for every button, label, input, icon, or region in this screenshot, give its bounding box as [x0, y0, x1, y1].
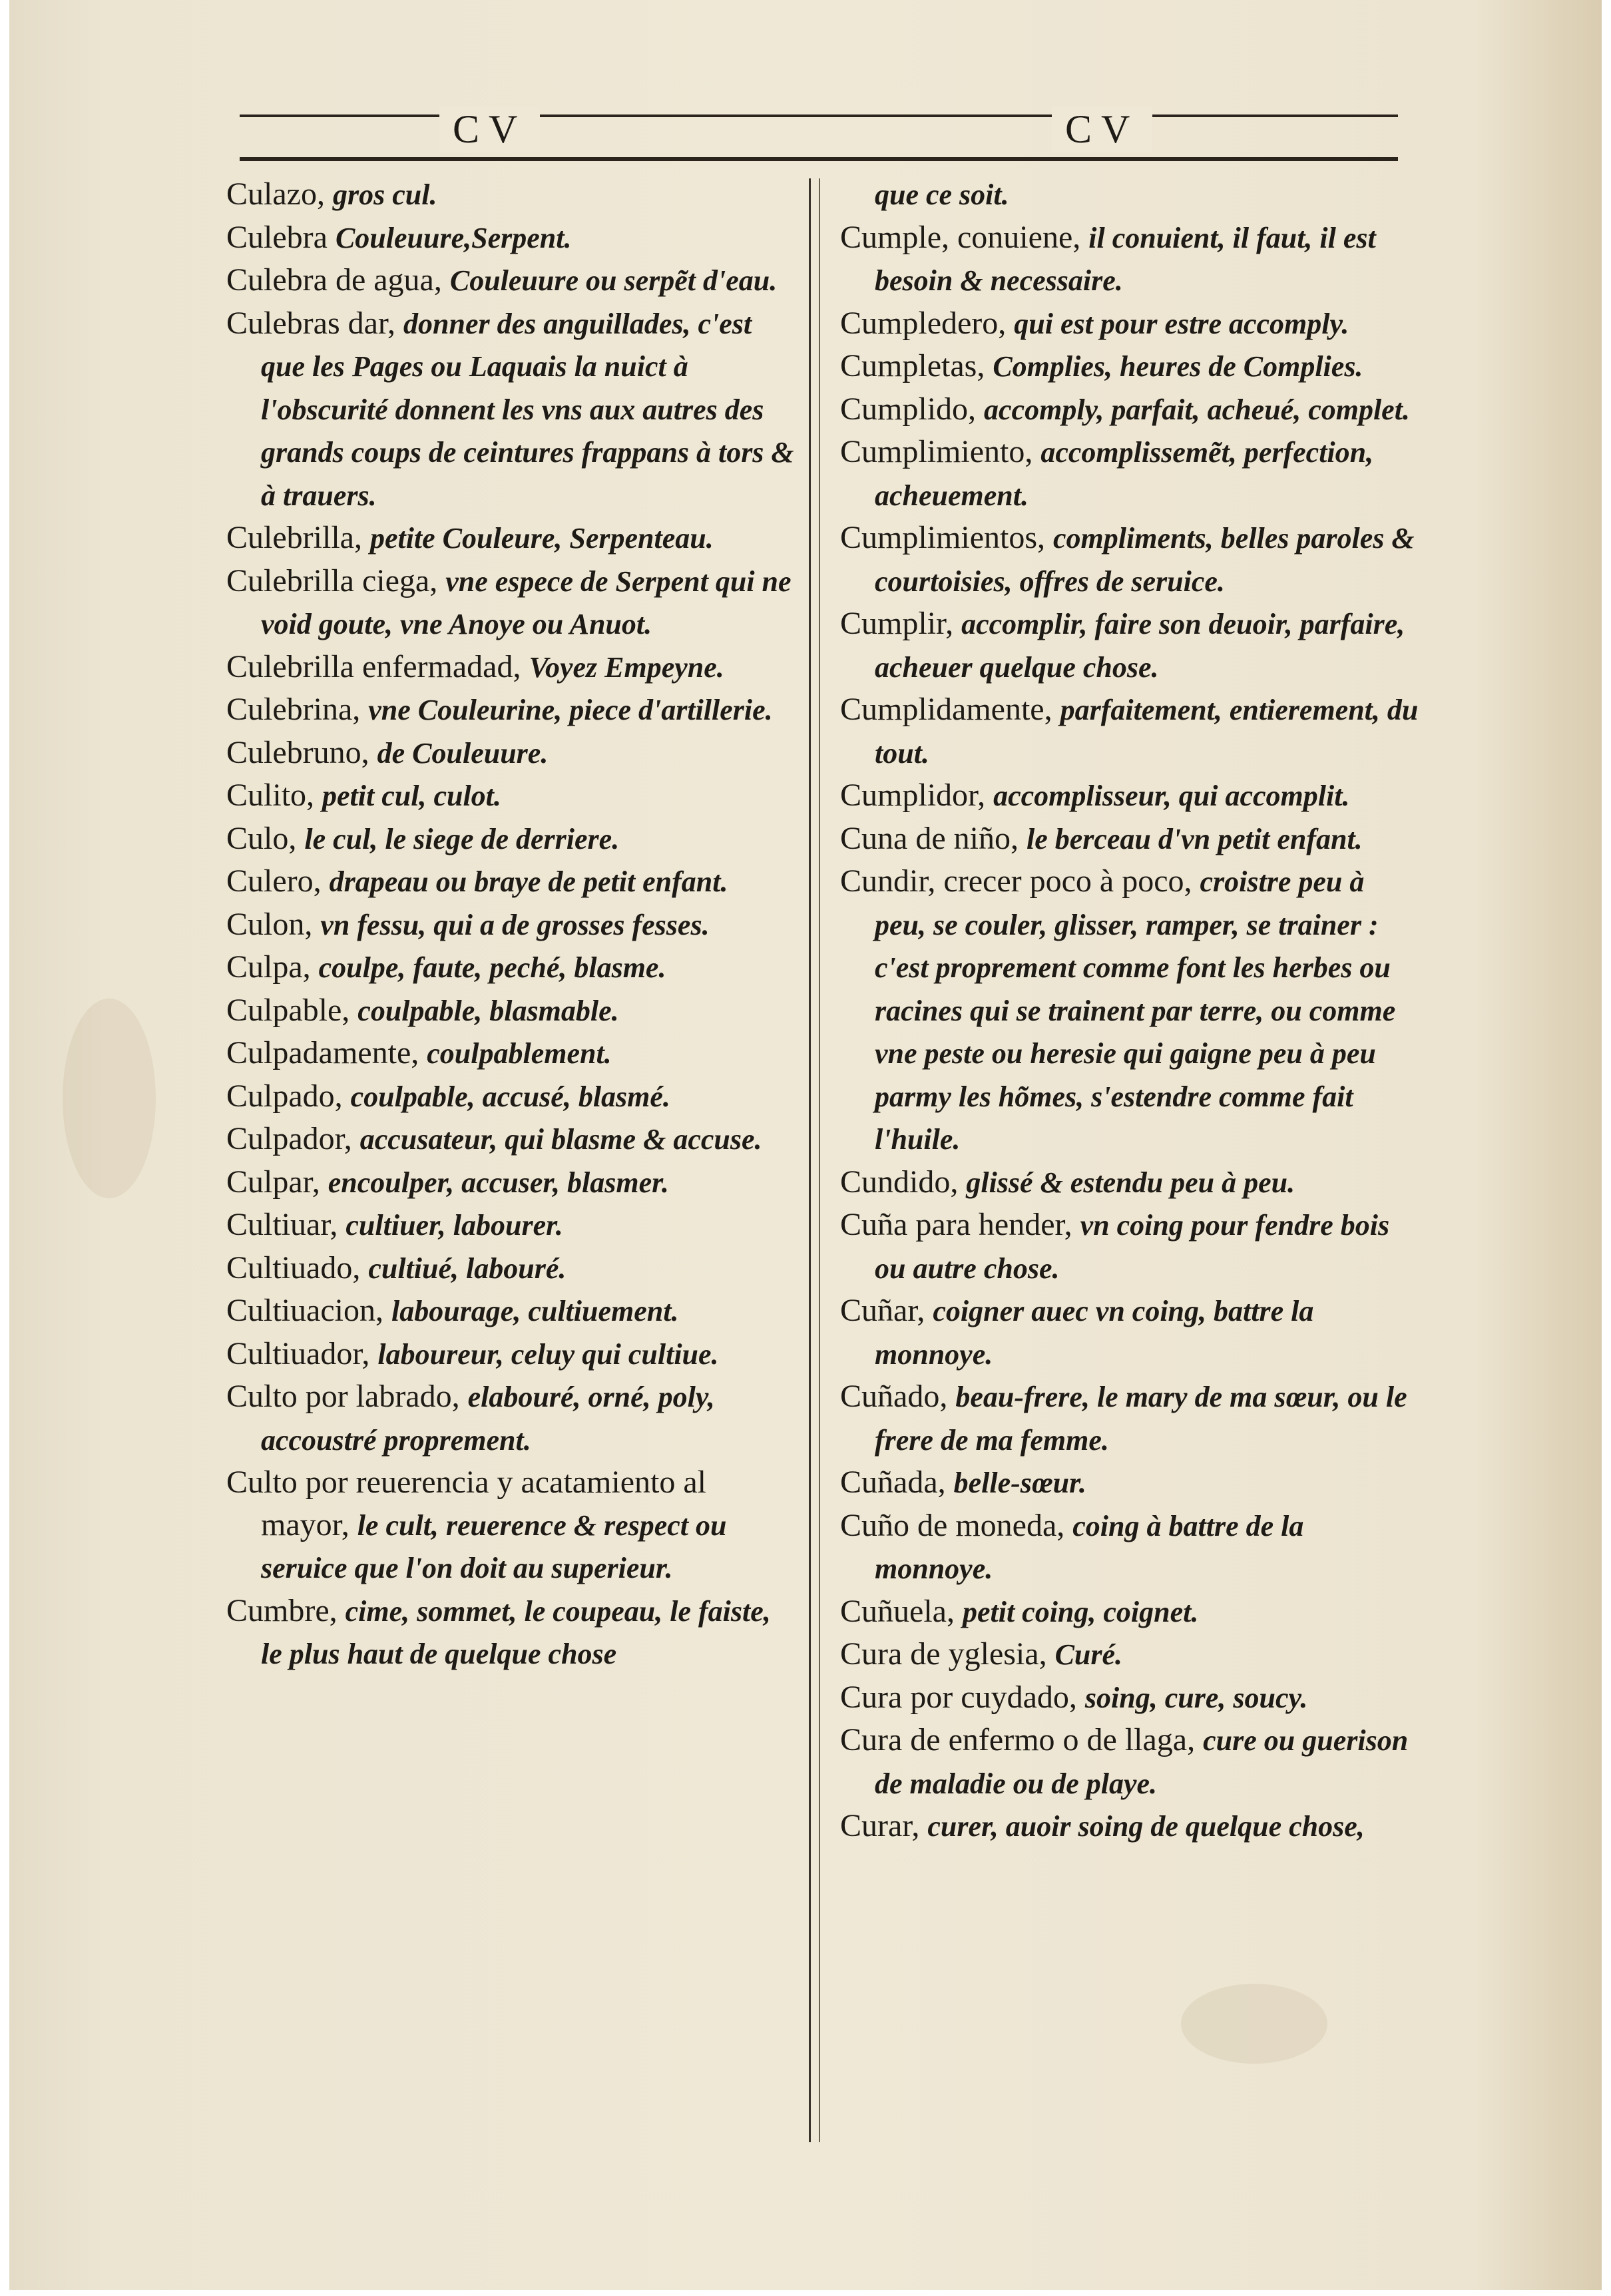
column-divider-inner — [819, 178, 820, 2142]
dictionary-entry — [226, 860, 799, 903]
entry-translation: de Couleuure. — [377, 736, 549, 770]
entry-translation: compliments, belles paroles & courtoisies, offres de seruice. — [875, 522, 1415, 598]
entry-headword: Culebrilla, — [226, 520, 370, 555]
entry-headword: Culebras dar, — [226, 305, 403, 341]
entry-translation: cime, sommet, le coupeau, le faiste, le plus haut de quelque chose — [261, 1594, 771, 1670]
entry-translation: vne espece de Serpent qui ne void goute, vne Anoye ou Anuot. — [261, 565, 792, 640]
entry-headword: Culebrilla ciega, — [226, 563, 446, 598]
entry-headword: Cultiuado, — [226, 1250, 369, 1285]
entry-translation: vne Couleurine, piece d'artillerie. — [368, 694, 773, 726]
entry-headword: Culo, — [226, 820, 305, 856]
entry-headword: Culazo, — [226, 176, 333, 212]
entry-headword: Cuño de moneda, — [840, 1507, 1073, 1543]
dictionary-entry — [226, 817, 799, 861]
entry-translation: coulpable, blasmable. — [357, 994, 619, 1027]
entry-headword: Culebrina, — [226, 692, 369, 727]
entry-headword: Cumpledero, — [840, 305, 1015, 341]
dictionary-entry — [840, 1375, 1419, 1461]
entry-headword: Curar, — [840, 1808, 928, 1843]
dictionary-entry — [840, 1461, 1419, 1504]
column-divider — [809, 178, 811, 2142]
entry-headword: Culebra — [226, 219, 336, 255]
dictionary-entry — [840, 173, 1419, 216]
dictionary-entry — [840, 774, 1419, 817]
entry-headword: Culpado, — [226, 1078, 351, 1114]
entry-headword: Cumplidor, — [840, 778, 994, 813]
entry-headword: Cuñar, — [840, 1293, 933, 1328]
dictionary-entry — [840, 1161, 1419, 1204]
entry-translation: coigner auec vn coing, battre la monnoye. — [875, 1295, 1314, 1371]
entry-headword: Cultiuacion, — [226, 1293, 391, 1328]
entry-translation: parfaitement, entierement, du tout. — [875, 694, 1419, 770]
entry-headword: Cumbre, — [226, 1592, 345, 1628]
dictionary-entry — [840, 1719, 1419, 1805]
entry-translation: croistre peu à peu, se couler, glisser, ramper, se trainer : c'est proprement comme font les herbes ou racines qui se trainent par terre, ou comme vne peste ou heresie qui gaigne peu à peu parmy les hõmes, s'estendre comme fait l'huile. — [875, 865, 1396, 1156]
dictionary-entry — [226, 1333, 799, 1376]
dictionary-entry — [226, 1375, 799, 1461]
entry-translation: Couleuure ou serpẽt d'eau. — [449, 264, 778, 297]
left-column — [226, 173, 799, 1676]
entry-headword: Culto por reuerencia y acatamiento al mayor, — [226, 1465, 707, 1542]
entry-headword: Cumplimiento, — [840, 434, 1041, 469]
entry-headword: Culebruno, — [226, 734, 377, 770]
dictionary-entry — [226, 732, 799, 775]
dictionary-entry — [226, 946, 799, 989]
entry-translation: vn coing pour fendre bois ou autre chose. — [875, 1209, 1390, 1285]
entry-headword: Culito, — [226, 778, 323, 813]
entry-translation: curer, auoir soing de quelque chose, — [927, 1810, 1365, 1843]
entry-headword: Cultiuar, — [226, 1207, 346, 1242]
header-rule-top — [240, 115, 1398, 117]
entry-translation: accomplissemẽt, perfection, acheuement. — [875, 436, 1374, 512]
running-head-right: CV — [1052, 107, 1152, 152]
entry-headword: Culebra de agua, — [226, 262, 450, 298]
paper-stain — [1181, 1984, 1327, 2064]
dictionary-entry — [226, 646, 799, 689]
running-head-left: CV — [439, 107, 540, 152]
entry-translation: coulpablement. — [427, 1037, 612, 1070]
entry-headword: Cuna de niño, — [840, 820, 1027, 856]
entry-headword: Culon, — [226, 906, 321, 942]
entry-translation: accomplir, faire son deuoir, parfaire, acheuer quelque chose. — [875, 608, 1405, 684]
entry-translation: vn fessu, qui a de grosses fesses. — [320, 908, 710, 941]
entry-translation: petit cul, culot. — [322, 780, 501, 812]
entry-translation: que ce soit. — [875, 178, 1009, 211]
dictionary-entry — [840, 1289, 1419, 1375]
dictionary-entry — [840, 860, 1419, 1161]
entry-translation: belle-sœur. — [953, 1467, 1086, 1499]
entry-headword: Cumplido, — [840, 391, 985, 427]
entry-headword: Cumple, conuiene, — [840, 219, 1089, 255]
header-rule-bottom — [240, 157, 1398, 161]
dictionary-entry — [226, 173, 799, 216]
dictionary-entry — [226, 1289, 799, 1333]
entry-translation: accomply, parfait, acheué, complet. — [984, 393, 1410, 426]
entry-translation: glissé & estendu peu à peu. — [966, 1166, 1295, 1199]
entry-headword: Cura de yglesia, — [840, 1636, 1055, 1672]
entry-translation: accusateur, qui blasme & accuse. — [359, 1123, 762, 1156]
entry-translation: labourage, cultiuement. — [391, 1295, 679, 1327]
dictionary-entry — [840, 431, 1419, 517]
entry-headword: Culero, — [226, 863, 330, 899]
dictionary-entry — [226, 216, 799, 260]
dictionary-entry — [840, 388, 1419, 431]
entry-translation: drapeau ou braye de petit enfant. — [329, 865, 728, 898]
entry-translation: il conuient, il faut, il est besoin & necessaire. — [875, 221, 1376, 297]
dictionary-entry — [226, 1204, 799, 1247]
entry-headword: Cumplimientos, — [840, 520, 1054, 555]
dictionary-entry — [840, 1676, 1419, 1720]
entry-translation: petite Couleure, Serpenteau. — [369, 522, 714, 555]
dictionary-entry — [226, 259, 799, 302]
dictionary-entry — [840, 688, 1419, 774]
entry-headword: Culto por labrado, — [226, 1379, 468, 1414]
right-column — [840, 173, 1419, 1848]
entry-headword: Cuñada, — [840, 1465, 954, 1500]
entry-translation: laboureur, celuy qui cultiue. — [377, 1337, 719, 1371]
entry-translation: cultiuer, labourer. — [345, 1209, 563, 1242]
dictionary-entry — [840, 1590, 1419, 1634]
dictionary-entry — [226, 560, 799, 646]
entry-translation: donner des anguillades, c'est que les Pages ou Laquais la nuict à l'obscurité donnent les vns aux autres des grands coups de ceintures frappans à tors & à trauers. — [261, 307, 794, 512]
entry-translation: beau-frere, le mary de ma sœur, ou le frere de ma femme. — [875, 1381, 1407, 1457]
dictionary-entry — [226, 989, 799, 1033]
dictionary-entry — [840, 1805, 1419, 1848]
dictionary-entry — [226, 1590, 799, 1676]
entry-headword: Cuña para hender, — [840, 1207, 1080, 1242]
entry-headword: Cuñado, — [840, 1379, 956, 1414]
entry-translation: Complies, heures de Complies. — [993, 350, 1363, 383]
dictionary-entry — [840, 817, 1419, 861]
dictionary-entry — [226, 774, 799, 817]
dictionary-entry — [226, 1118, 799, 1161]
dictionary-entry — [226, 1075, 799, 1118]
entry-headword: Cundido, — [840, 1164, 967, 1200]
entry-headword: Cuñuela, — [840, 1593, 963, 1629]
entry-translation: le berceau d'vn petit enfant. — [1026, 822, 1363, 855]
entry-translation: accomplisseur, qui accomplit. — [993, 780, 1350, 812]
paper-stain — [63, 999, 156, 1198]
dictionary-entry — [226, 517, 799, 560]
entry-headword: Cultiuador, — [226, 1335, 378, 1371]
entry-translation: petit coing, coignet. — [962, 1595, 1199, 1628]
dictionary-entry — [226, 1461, 799, 1590]
entry-headword: Cura por cuydado, — [840, 1679, 1085, 1715]
dictionary-entry — [226, 1032, 799, 1075]
entry-translation: coing à battre de la monnoye. — [875, 1509, 1304, 1585]
dictionary-entry — [226, 1161, 799, 1204]
entry-translation: cultiué, labouré. — [368, 1252, 567, 1285]
dictionary-entry — [226, 903, 799, 947]
entry-translation: cure ou guerison de maladie ou de playe. — [875, 1724, 1409, 1800]
entry-translation: Couleuure,Serpent. — [335, 221, 572, 254]
entry-headword: Culebrilla enfermadad, — [226, 648, 529, 684]
entry-headword: Cumplidamente, — [840, 692, 1060, 727]
dictionary-entry — [226, 1247, 799, 1290]
dictionary-entry — [840, 602, 1419, 688]
entry-headword: Cumpletas, — [840, 348, 993, 383]
entry-translation: le cul, le siege de derriere. — [304, 822, 620, 855]
entry-headword: Cumplir, — [840, 606, 962, 641]
entry-translation: coulpable, accusé, blasmé. — [350, 1080, 670, 1113]
entry-headword: Cundir, crecer poco à poco, — [840, 863, 1200, 899]
dictionary-entry — [226, 688, 799, 732]
entry-translation: qui est pour estre accomply. — [1014, 307, 1349, 340]
dictionary-entry — [840, 216, 1419, 302]
entry-headword: Culpable, — [226, 992, 358, 1028]
entry-translation: Voyez Empeyne. — [529, 650, 724, 684]
dictionary-entry — [840, 345, 1419, 388]
entry-translation: Curé. — [1054, 1638, 1123, 1671]
entry-headword: Culpa, — [226, 949, 319, 985]
dictionary-entry — [840, 517, 1419, 602]
dictionary-entry — [840, 1504, 1419, 1590]
entry-translation: encoulper, accuser, blasmer. — [328, 1166, 669, 1199]
entry-headword: Culpadamente, — [226, 1035, 427, 1070]
entry-translation: gros cul. — [332, 178, 437, 211]
entry-translation: coulpe, faute, peché, blasme. — [318, 951, 666, 984]
entry-headword: Cura de enfermo o de llaga, — [840, 1722, 1204, 1757]
dictionary-entry — [840, 1204, 1419, 1289]
entry-translation: soing, cure, soucy. — [1084, 1681, 1308, 1714]
dictionary-entry — [840, 302, 1419, 345]
entry-headword: Culpar, — [226, 1164, 328, 1200]
entry-translation: elabouré, orné, poly, accoustré proprement. — [261, 1381, 715, 1457]
entry-headword: Culpador, — [226, 1121, 360, 1156]
dictionary-entry — [226, 302, 799, 517]
entry-translation: le cult, reuerence & respect ou seruice que l'on doit au superieur. — [261, 1508, 727, 1584]
dictionary-entry — [840, 1633, 1419, 1676]
